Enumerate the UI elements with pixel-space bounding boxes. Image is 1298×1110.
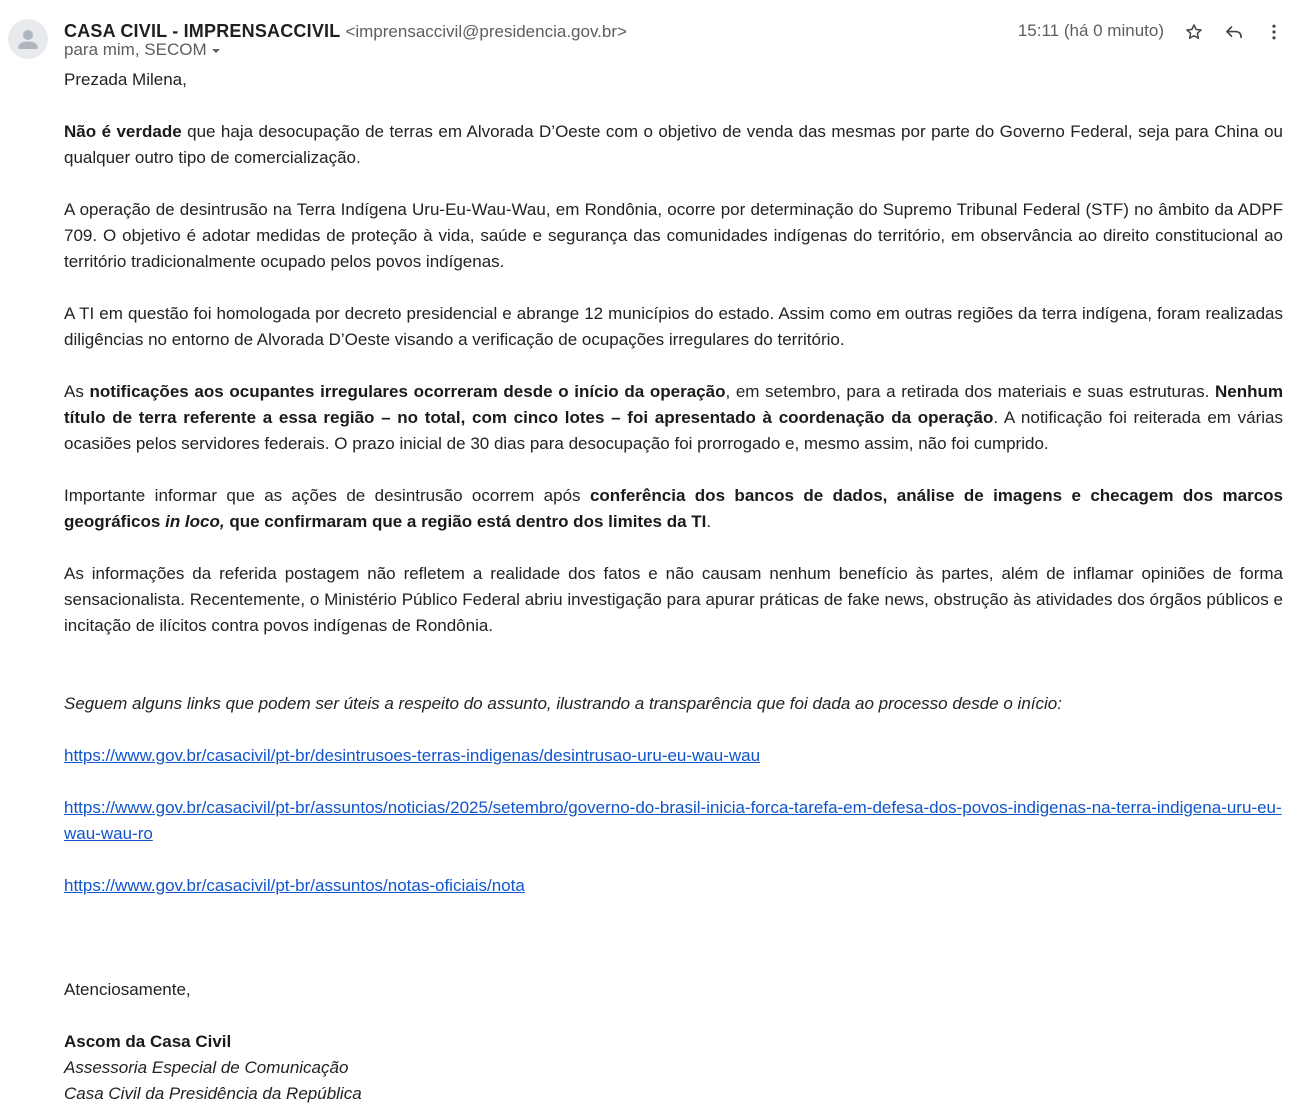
link-desintrusao[interactable]: https://www.gov.br/casacivil/pt-br/desintrusoes-terras-indigenas/desintrusao-uru-eu-wau-wau <box>64 746 761 765</box>
p5-bold-2: que confirmaram que a região está dentro dos limites da TI <box>224 512 707 531</box>
closing: Atenciosamente, <box>64 980 191 999</box>
signature <box>64 1029 1283 1107</box>
reply-icon[interactable] <box>1222 20 1246 44</box>
paragraph-6: As informações da referida postagem não refletem a realidade dos fatos e não causam nenhum benefício às partes, além de inflamar opiniões de forma sensacionalista. Recentemente, o Ministério Público Federal abriu investigação para apurar práticas de fake news, obstrução às atividades dos órgãos públicos e incitação de ilícitos contra povos indígenas de Rondônia. <box>64 564 1283 635</box>
signature-line-1: Assessoria Especial de Comunicação <box>64 1058 349 1077</box>
paragraph-5 <box>64 483 1283 535</box>
paragraph-3: A TI em questão foi homologada por decreto presidencial e abrange 12 municípios do estado. Assim como em outras regiões da terra indígena, foram realizadas diligências no entorno de Alvorada D’Oeste visando a verificação de ocupações irregulares do território. <box>64 304 1283 349</box>
link-nota[interactable]: https://www.gov.br/casacivil/pt-br/assuntos/notas-oficiais/nota <box>64 876 525 895</box>
links-intro: Seguem alguns links que podem ser úteis a respeito do assunto, ilustrando a transparência que foi dada ao processo desde o início: <box>64 694 1062 713</box>
more-vert-icon[interactable] <box>1262 20 1286 44</box>
p4-bold-2: Nenhum título de terra referente a essa região – no total, com cinco lotes – foi apresentado à coordenação da operação <box>64 382 1284 427</box>
sender-avatar[interactable] <box>8 19 48 59</box>
paragraph-2: A operação de desintrusão na Terra Indígena Uru-Eu-Wau-Wau, em Rondônia, ocorre por determinação do Supremo Tribunal Federal (STF) no âmbito da ADPF 709. O objetivo é adotar medidas de proteção à vida, saúde e segurança das comunidades indígenas do território, em observância ao direito constitucional ao território tradicionalmente ocupado pelos povos indígenas. <box>64 200 1283 271</box>
paragraph-4 <box>64 379 1283 457</box>
p4-text-1: As <box>64 382 90 401</box>
email-time: 15:11 (há 0 minuto) <box>1017 21 1164 40</box>
recipients-toggle[interactable] <box>64 40 221 61</box>
greeting: Prezada Milena, <box>64 70 187 89</box>
p5-bold-italic: in loco, <box>165 512 225 531</box>
p5-text-2: . <box>706 512 712 531</box>
email-header <box>64 16 1298 66</box>
sender-email: <imprensaccivil@presidencia.gov.br> <box>345 22 627 41</box>
p1-text: que haja desocupação de terras em Alvorada D’Oeste com o objetivo de venda das mesmas por parte do Governo Federal, seja para China ou qualquer outro tipo de comercialização. <box>64 122 1283 167</box>
p4-bold-1: notificações aos ocupantes irregulares ocorreram desde o início da operação <box>89 382 726 401</box>
email-body <box>64 67 1283 1107</box>
sender-name[interactable]: CASA CIVIL - IMPRENSACCIVIL <box>64 21 341 41</box>
p4-text-3: . A notificação foi reiterada em várias ocasiões pelos servidores federais. O prazo inicial de 30 dias para desocupação foi prorrogado e, mesmo assim, não foi cumprido. <box>64 408 1284 453</box>
p1-bold: Não é verdade <box>64 122 182 141</box>
signature-line-2: Casa Civil da Presidência da República <box>64 1084 362 1103</box>
signature-name: Ascom da Casa Civil <box>64 1032 232 1051</box>
p4-text-2: , em setembro, para a retirada dos materiais e suas estruturas. <box>725 382 1216 401</box>
avatar-icon <box>8 19 48 59</box>
star-icon[interactable] <box>1182 20 1206 44</box>
recipients-text: para mim, SECOM <box>64 40 207 59</box>
caret-down-icon[interactable] <box>211 41 221 61</box>
p5-bold-1: conferência dos bancos de dados, análise de imagens e checagem dos marcos geográficos <box>64 486 1283 531</box>
paragraph-1 <box>64 119 1283 171</box>
p5-text-1: Importante informar que as ações de desintrusão ocorrem após <box>64 486 590 505</box>
link-noticia[interactable]: https://www.gov.br/casacivil/pt-br/assuntos/noticias/2025/setembro/governo-do-brasil-inicia-forca-tarefa-em-defesa-dos-povos-indigenas-na-terra-indigena-uru-eu-wau-wau-ro <box>64 798 1282 843</box>
